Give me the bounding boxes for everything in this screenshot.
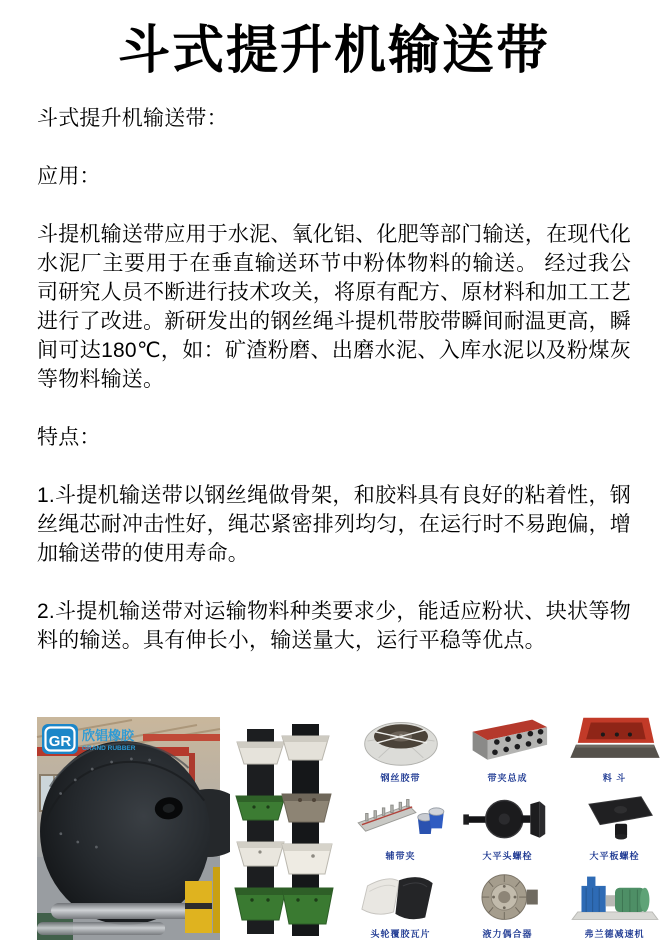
part-item [454,715,561,784]
application-label: 应用： [37,165,101,189]
parts-grid [347,715,668,940]
factory-scene-image [37,717,220,940]
aux-belt-clamp-icon [347,793,454,847]
product-gallery [37,717,667,940]
part-caption: 钢丝胶带 [380,773,421,784]
part-caption: 大平头螺栓 [482,851,533,862]
flat-head-bolt-icon [454,793,561,847]
logo-name-en: GRAND RUBBER [82,745,136,753]
part-item [454,793,561,862]
flender-reducer-icon [561,871,668,925]
feature-2-text: 2.斗提机输送带对运输物料种类要求少，能适应粉状、块状等物料的输送。具有伸长小，输送量大，运行平稳等优点。 [37,600,631,653]
hopper-icon [561,715,668,769]
part-item [347,715,454,784]
logo-monogram: GR [48,733,72,751]
part-item [347,871,454,940]
part-item [347,793,454,862]
belt-roll-photo [37,717,220,940]
flat-plate-bolt-icon [561,793,668,847]
page-title: 斗式提升机输送带 [117,22,550,80]
features-label: 特点： [37,426,101,450]
part-caption: 大平板螺栓 [589,851,640,862]
bucket-belt-photo [230,724,338,940]
product-page [1,0,667,940]
part-caption: 弗兰德减速机 [584,929,645,940]
part-item [561,715,668,784]
part-caption: 辅带夹 [385,851,416,862]
bucket-display-image [230,724,338,940]
grand-rubber-logo [42,724,136,754]
fluid-coupling-icon [454,871,561,925]
feature-1-text: 1.斗提机输送带以钢丝绳做骨架，和胶料具有良好的粘着性，钢丝绳芯耐冲击性好，绳芯紧密排列均匀，在运行时不易跑偏，增加输送带的使用寿命。 [37,484,631,566]
part-item [454,871,561,940]
part-item [561,871,668,940]
part-caption: 料 斗 [602,773,627,784]
intro-line: 斗式提升机输送带： [37,107,228,131]
logo-name-cn: 欣锠橡胶 [82,728,135,744]
belt-clamp-assembly-icon [454,715,561,769]
description-text-block [37,104,631,655]
steel-wire-belt-icon [347,715,454,769]
part-item [561,793,668,862]
part-caption: 带夹总成 [487,773,528,784]
application-text: 斗提机输送带应用于水泥、氧化铝、化肥等部门输送，在现代化水泥厂主要用于在垂直输送环节中粉体物料的输送。 经过我公司研究人员不断进行技术攻关，将原有配方、原材料和加工工艺进行了改进。新研发出的钢丝绳斗提机带胶带瞬间耐温更高，瞬间可达180℃，如：矿渣粉磨、出磨水泥、入库水泥以及粉煤灰等物料输送。 [37,223,631,392]
part-caption: 液力偶合器 [482,929,533,940]
part-caption: 头轮覆胶瓦片 [370,929,431,940]
head-pulley-lagging-tile-icon [347,871,454,925]
